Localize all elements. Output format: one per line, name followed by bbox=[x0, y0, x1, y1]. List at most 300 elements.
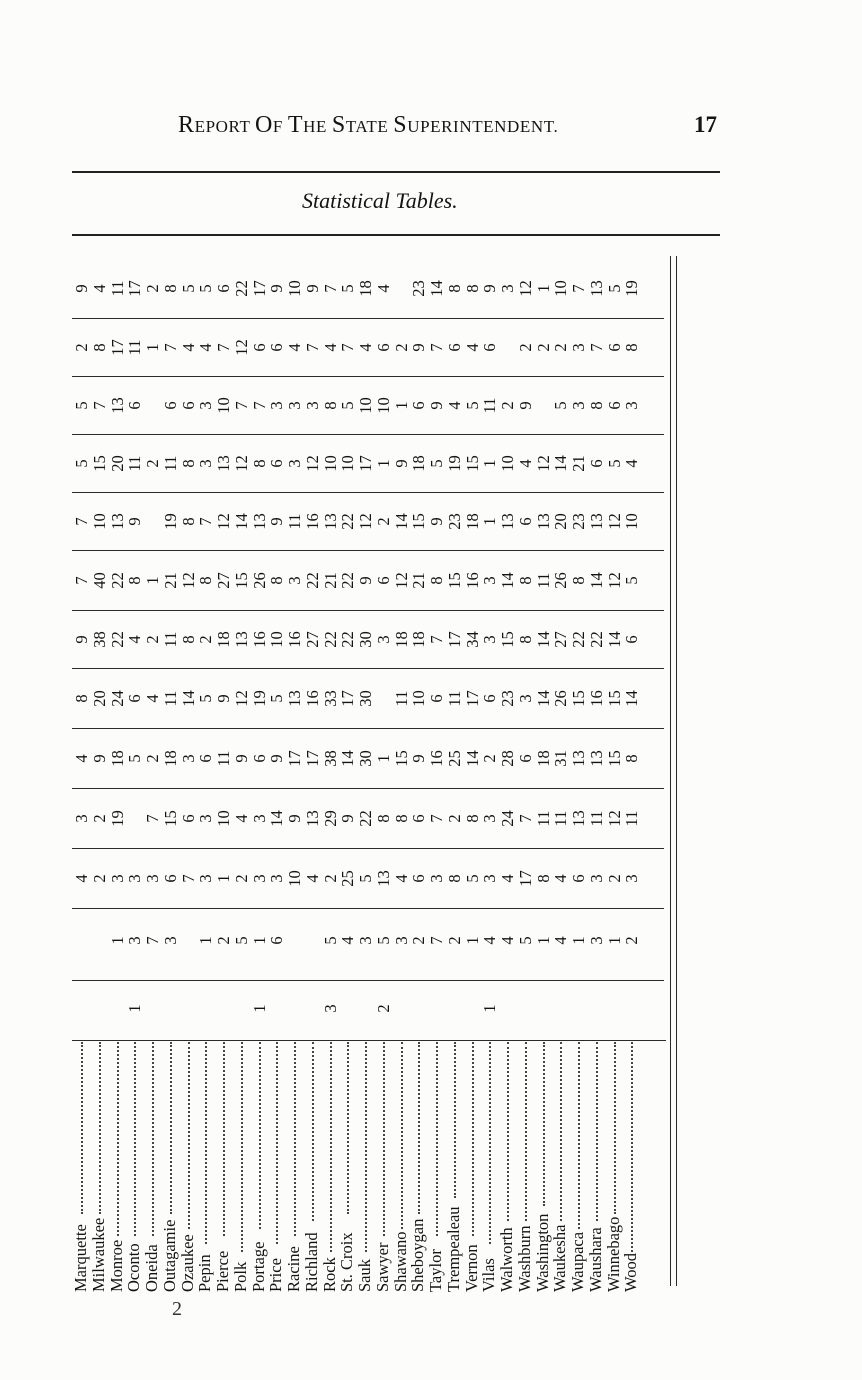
cell-value: 12 bbox=[231, 339, 251, 356]
section-subtitle: Statistical Tables. bbox=[302, 188, 458, 213]
table-row bbox=[443, 252, 464, 1292]
cell-value: 5 bbox=[338, 284, 358, 293]
cell-value: 2 bbox=[143, 635, 162, 644]
county-name: Pierce bbox=[213, 1250, 232, 1292]
cell-value: 10 bbox=[338, 455, 358, 472]
cell-value: 4 bbox=[178, 343, 198, 352]
table-row bbox=[514, 252, 535, 1292]
cell-value: 11 bbox=[586, 810, 606, 827]
cell-value: 1 bbox=[373, 754, 393, 763]
cell-value: 6 bbox=[178, 401, 198, 410]
cell-value: 15 bbox=[231, 572, 251, 589]
cell-value: 7 bbox=[178, 874, 198, 883]
cell-value: 13 bbox=[231, 631, 251, 648]
cell-value: 4 bbox=[320, 343, 340, 352]
cell-value: 15 bbox=[409, 513, 429, 530]
cell-value: 12 bbox=[604, 810, 624, 827]
cell-value: 6 bbox=[409, 814, 429, 823]
cell-value: 3 bbox=[569, 401, 588, 410]
cell-value: 6 bbox=[586, 459, 606, 468]
leader-dots bbox=[525, 1042, 527, 1221]
cell-c2: 4 bbox=[338, 936, 358, 945]
cell-value: 2 bbox=[604, 874, 624, 883]
cell-value: 6 bbox=[160, 401, 180, 410]
table-row bbox=[319, 252, 340, 1292]
leader-dots bbox=[436, 1042, 438, 1236]
cell-value: 13 bbox=[285, 690, 304, 707]
cell-value: 4 bbox=[462, 343, 482, 352]
cell-value: 9 bbox=[72, 635, 91, 644]
cell-value: 2 bbox=[72, 343, 91, 352]
cell-value: 19 bbox=[160, 513, 180, 530]
leader-dots bbox=[614, 1042, 616, 1214]
cell-value: 1 bbox=[143, 343, 162, 352]
leader-dots bbox=[472, 1042, 474, 1236]
cell-c1: 2 bbox=[373, 1004, 393, 1013]
cell-value: 14 bbox=[551, 455, 571, 472]
cell-value: 2 bbox=[551, 343, 571, 352]
leader-dots bbox=[543, 1042, 545, 1206]
cell-value: 6 bbox=[160, 874, 180, 883]
cell-value: 14 bbox=[427, 280, 446, 297]
table-row bbox=[603, 252, 624, 1292]
cell-value: 4 bbox=[89, 284, 109, 293]
county-name: Sawyer bbox=[372, 1242, 392, 1292]
cell-value: 17 bbox=[125, 280, 145, 297]
table-row bbox=[339, 252, 356, 1292]
cell-value: 20 bbox=[551, 513, 571, 530]
cell-value: 16 bbox=[462, 572, 482, 589]
cell-value: 2 bbox=[143, 754, 162, 763]
cell-c2: 7 bbox=[427, 936, 446, 945]
cell-c2: 2 bbox=[214, 936, 233, 945]
cell-value: 10 bbox=[214, 810, 233, 827]
cell-c2: 5 bbox=[373, 936, 393, 945]
cell-value: 14 bbox=[586, 572, 606, 589]
cell-value: 40 bbox=[89, 572, 109, 589]
cell-value: 2 bbox=[143, 284, 162, 293]
cell-value: 16 bbox=[285, 631, 304, 648]
cell-value: 5 bbox=[462, 401, 482, 410]
cell-value: 4 bbox=[125, 635, 145, 644]
cell-value: 17 bbox=[444, 631, 464, 648]
leader-dots bbox=[330, 1042, 332, 1252]
cell-value: 14 bbox=[391, 513, 411, 530]
cell-value: 2 bbox=[231, 874, 251, 883]
county-name: Oneida bbox=[142, 1244, 161, 1292]
cell-value: 5 bbox=[72, 459, 91, 468]
cell-value: 7 bbox=[515, 814, 535, 823]
table-row bbox=[301, 252, 322, 1292]
leader-dots bbox=[489, 1042, 491, 1244]
cell-value: 18 bbox=[391, 631, 411, 648]
cell-value: 22 bbox=[320, 631, 340, 648]
cell-value: 6 bbox=[249, 754, 269, 763]
cell-value: 10 bbox=[214, 397, 233, 414]
cell-c2: 2 bbox=[409, 936, 429, 945]
cell-value: 8 bbox=[178, 459, 198, 468]
cell-value: 10 bbox=[89, 513, 109, 530]
cell-value: 2 bbox=[89, 874, 109, 883]
cell-value: 18 bbox=[409, 631, 429, 648]
leader-dots bbox=[134, 1042, 136, 1236]
cell-value: 4 bbox=[143, 694, 162, 703]
leader-dots bbox=[383, 1042, 385, 1236]
cell-value: 13 bbox=[586, 280, 606, 297]
cell-value: 8 bbox=[373, 814, 393, 823]
cell-value: 10 bbox=[320, 455, 340, 472]
leader-dots bbox=[170, 1042, 172, 1214]
cell-c2: 4 bbox=[498, 936, 517, 945]
table-row bbox=[126, 252, 143, 1292]
county-name: Waushara bbox=[585, 1227, 605, 1292]
cell-value: 25 bbox=[338, 870, 358, 887]
cell-value: 12 bbox=[231, 455, 251, 472]
cell-value: 3 bbox=[569, 343, 588, 352]
cell-value: 13 bbox=[498, 513, 517, 530]
cell-value: 2 bbox=[444, 814, 464, 823]
cell-value: 15 bbox=[89, 455, 109, 472]
cell-value: 3 bbox=[125, 874, 145, 883]
leader-dots bbox=[454, 1042, 456, 1198]
county-name: Waupaca bbox=[568, 1231, 587, 1292]
leader-dots bbox=[631, 1042, 633, 1252]
cell-value: 4 bbox=[72, 754, 91, 763]
cell-value: 10 bbox=[409, 690, 429, 707]
cell-value: 14 bbox=[604, 631, 624, 648]
cell-value: 5 bbox=[125, 754, 145, 763]
cell-value: 11 bbox=[125, 455, 145, 472]
cell-c2: 3 bbox=[356, 936, 375, 945]
cell-value: 13 bbox=[320, 513, 340, 530]
cell-value: 30 bbox=[356, 750, 375, 767]
cell-value: 3 bbox=[249, 814, 269, 823]
cell-value: 2 bbox=[533, 343, 553, 352]
cell-value: 2 bbox=[143, 459, 162, 468]
cell-value: 2 bbox=[498, 401, 517, 410]
cell-value: 6 bbox=[214, 284, 233, 293]
cell-value: 3 bbox=[285, 401, 304, 410]
cell-value: 27 bbox=[551, 631, 571, 648]
cell-value: 22 bbox=[586, 631, 606, 648]
county-name: Polk bbox=[230, 1261, 250, 1292]
running-head: REPORT OF THE STATE SUPERINTENDENT. bbox=[178, 112, 559, 138]
cell-value: 9 bbox=[409, 343, 429, 352]
cell-value: 17 bbox=[302, 750, 322, 767]
cell-value: 25 bbox=[444, 750, 464, 767]
cell-value: 38 bbox=[89, 631, 109, 648]
leader-dots bbox=[507, 1042, 509, 1221]
cell-value: 21 bbox=[409, 572, 429, 589]
cell-value: 5 bbox=[267, 694, 287, 703]
table-row bbox=[481, 252, 498, 1292]
cell-value: 18 bbox=[160, 750, 180, 767]
cell-value: 10 bbox=[285, 870, 304, 887]
cell-c1: 1 bbox=[480, 1004, 500, 1013]
cell-value: 9 bbox=[338, 814, 358, 823]
cell-value: 13 bbox=[373, 870, 393, 887]
table-row bbox=[197, 252, 214, 1292]
cell-value: 6 bbox=[373, 576, 393, 585]
county-name: Taylor bbox=[426, 1249, 445, 1292]
cell-value: 11 bbox=[125, 339, 145, 356]
cell-value: 9 bbox=[72, 284, 91, 293]
cell-value: 17 bbox=[356, 455, 375, 472]
cell-value: 6 bbox=[604, 343, 624, 352]
cell-value: 4 bbox=[515, 459, 535, 468]
cell-value: 15 bbox=[604, 690, 624, 707]
cell-value: 31 bbox=[551, 750, 571, 767]
county-name: Vilas bbox=[479, 1258, 499, 1292]
county-name: Rock bbox=[319, 1257, 339, 1292]
leader-dots bbox=[81, 1042, 83, 1214]
cell-value: 12 bbox=[604, 572, 624, 589]
cell-value: 22 bbox=[107, 631, 127, 648]
county-name: Vernon bbox=[461, 1244, 481, 1292]
cell-value: 9 bbox=[125, 517, 145, 526]
cell-value: 4 bbox=[551, 874, 571, 883]
cell-value: 13 bbox=[302, 810, 322, 827]
cell-value: 7 bbox=[302, 343, 322, 352]
cell-value: 7 bbox=[586, 343, 606, 352]
cell-value: 3 bbox=[196, 874, 216, 883]
county-name: Racine bbox=[284, 1246, 303, 1292]
cell-value: 6 bbox=[409, 874, 429, 883]
cell-value: 9 bbox=[214, 694, 233, 703]
cell-value: 1 bbox=[214, 874, 233, 883]
cell-value: 7 bbox=[569, 284, 588, 293]
cell-value: 18 bbox=[533, 750, 553, 767]
table-row bbox=[248, 252, 269, 1292]
cell-value: 15 bbox=[462, 455, 482, 472]
leader-dots bbox=[117, 1042, 119, 1236]
cell-value: 5 bbox=[196, 694, 216, 703]
leader-dots bbox=[99, 1042, 101, 1214]
cell-value: 8 bbox=[160, 284, 180, 293]
leader-dots bbox=[365, 1042, 367, 1252]
cell-value: 13 bbox=[533, 513, 553, 530]
cell-value: 27 bbox=[214, 572, 233, 589]
cell-value: 8 bbox=[444, 284, 464, 293]
cell-value: 16 bbox=[302, 690, 322, 707]
cell-value: 4 bbox=[622, 459, 642, 468]
county-name: Richland bbox=[301, 1232, 321, 1292]
cell-value: 7 bbox=[338, 343, 358, 352]
cell-value: 4 bbox=[444, 401, 464, 410]
table-row bbox=[499, 252, 516, 1292]
cell-value: 15 bbox=[391, 750, 411, 767]
cell-value: 7 bbox=[427, 814, 446, 823]
cell-value: 14 bbox=[533, 631, 553, 648]
cell-value: 3 bbox=[480, 874, 500, 883]
cell-value: 8 bbox=[320, 401, 340, 410]
cell-value: 22 bbox=[231, 280, 251, 297]
cell-value: 4 bbox=[285, 343, 304, 352]
county-name: Outagamie bbox=[159, 1219, 179, 1292]
cell-value: 23 bbox=[569, 513, 588, 530]
cell-value: 9 bbox=[231, 754, 251, 763]
cell-value: 26 bbox=[249, 572, 269, 589]
cell-value: 11 bbox=[622, 810, 642, 827]
leader-dots bbox=[418, 1042, 420, 1214]
cell-value: 29 bbox=[320, 810, 340, 827]
leader-dots bbox=[276, 1042, 278, 1244]
cell-value: 5 bbox=[338, 401, 358, 410]
cell-value: 12 bbox=[178, 572, 198, 589]
cell-value: 10 bbox=[622, 513, 642, 530]
cell-value: 16 bbox=[586, 690, 606, 707]
cell-c2: 6 bbox=[267, 936, 287, 945]
cell-value: 20 bbox=[89, 690, 109, 707]
cell-value: 11 bbox=[160, 631, 180, 648]
cell-value: 4 bbox=[373, 284, 393, 293]
cell-value: 6 bbox=[480, 343, 500, 352]
cell-value: 6 bbox=[267, 343, 287, 352]
leader-dots bbox=[259, 1042, 261, 1229]
cell-value: 27 bbox=[302, 631, 322, 648]
cell-value: 9 bbox=[409, 754, 429, 763]
county-name: Sauk bbox=[355, 1259, 374, 1292]
cell-value: 12 bbox=[533, 455, 553, 472]
cell-value: 1 bbox=[480, 517, 500, 526]
cell-value: 6 bbox=[515, 517, 535, 526]
table-row bbox=[357, 252, 374, 1292]
county-name: Waukesha bbox=[550, 1224, 570, 1292]
cell-value: 8 bbox=[533, 874, 553, 883]
cell-value: 3 bbox=[498, 284, 517, 293]
cell-value: 12 bbox=[391, 572, 411, 589]
cell-value: 6 bbox=[178, 814, 198, 823]
cell-value: 5 bbox=[604, 284, 624, 293]
cell-value: 7 bbox=[427, 635, 446, 644]
cell-value: 7 bbox=[89, 401, 109, 410]
cell-value: 22 bbox=[569, 631, 588, 648]
cell-c2: 1 bbox=[107, 936, 127, 945]
cell-c2: 2 bbox=[622, 936, 642, 945]
cell-c2: 1 bbox=[462, 936, 482, 945]
cell-value: 8 bbox=[178, 517, 198, 526]
leader-dots bbox=[578, 1042, 580, 1229]
cell-value: 9 bbox=[391, 459, 411, 468]
cell-value: 14 bbox=[462, 750, 482, 767]
cell-value: 8 bbox=[249, 459, 269, 468]
county-name: Winnebago bbox=[603, 1216, 623, 1292]
table-row bbox=[552, 252, 569, 1292]
cell-value: 11 bbox=[214, 750, 233, 767]
cell-value: 7 bbox=[196, 517, 216, 526]
cell-value: 8 bbox=[125, 576, 145, 585]
cell-c2: 5 bbox=[231, 936, 251, 945]
cell-value: 3 bbox=[586, 874, 606, 883]
cell-value: 13 bbox=[249, 513, 269, 530]
cell-value: 4 bbox=[356, 343, 375, 352]
cell-c2: 3 bbox=[160, 936, 180, 945]
cell-value: 9 bbox=[302, 284, 322, 293]
cell-c2: 2 bbox=[444, 936, 464, 945]
cell-value: 6 bbox=[515, 754, 535, 763]
cell-value: 3 bbox=[196, 814, 216, 823]
leader-dots bbox=[241, 1042, 243, 1252]
cell-value: 6 bbox=[427, 694, 446, 703]
cell-value: 38 bbox=[320, 750, 340, 767]
cell-value: 28 bbox=[498, 750, 517, 767]
cell-value: 4 bbox=[302, 874, 322, 883]
county-name: Walworth bbox=[497, 1227, 516, 1292]
cell-value: 7 bbox=[143, 814, 162, 823]
cell-c1: 1 bbox=[249, 1004, 269, 1013]
cell-value: 3 bbox=[302, 401, 322, 410]
cell-value: 8 bbox=[267, 576, 287, 585]
table-row bbox=[159, 252, 180, 1292]
county-name: Ozaukee bbox=[177, 1234, 197, 1292]
cell-value: 13 bbox=[569, 750, 588, 767]
table-row bbox=[215, 252, 232, 1292]
cell-value: 11 bbox=[391, 690, 411, 707]
cell-value: 17 bbox=[515, 870, 535, 887]
cell-value: 9 bbox=[89, 754, 109, 763]
cell-value: 1 bbox=[533, 284, 553, 293]
cell-value: 23 bbox=[444, 513, 464, 530]
cell-value: 7 bbox=[427, 343, 446, 352]
cell-value: 8 bbox=[462, 284, 482, 293]
cell-value: 2 bbox=[373, 517, 393, 526]
cell-value: 6 bbox=[409, 401, 429, 410]
cell-value: 2 bbox=[480, 754, 500, 763]
cell-value: 12 bbox=[515, 280, 535, 297]
cell-value: 8 bbox=[515, 576, 535, 585]
cell-value: 5 bbox=[356, 874, 375, 883]
cell-value: 14 bbox=[178, 690, 198, 707]
cell-value: 3 bbox=[480, 635, 500, 644]
cell-value: 26 bbox=[551, 572, 571, 589]
right-border-outer bbox=[676, 256, 677, 1286]
cell-value: 1 bbox=[373, 459, 393, 468]
leader-dots bbox=[347, 1042, 349, 1214]
table-row bbox=[286, 252, 303, 1292]
table-row bbox=[428, 252, 445, 1292]
cell-value: 13 bbox=[586, 750, 606, 767]
cell-value: 15 bbox=[160, 810, 180, 827]
cell-value: 3 bbox=[515, 694, 535, 703]
cell-value: 5 bbox=[72, 401, 91, 410]
cell-value: 26 bbox=[551, 690, 571, 707]
cell-c2: 7 bbox=[143, 936, 162, 945]
table-row bbox=[268, 252, 285, 1292]
table-row bbox=[461, 252, 482, 1292]
cell-value: 1 bbox=[143, 576, 162, 585]
cell-value: 8 bbox=[178, 635, 198, 644]
cell-value: 12 bbox=[231, 690, 251, 707]
cell-value: 4 bbox=[196, 343, 216, 352]
leader-dots bbox=[223, 1042, 225, 1236]
cell-value: 8 bbox=[462, 814, 482, 823]
cell-c2: 1 bbox=[196, 936, 216, 945]
cell-value: 4 bbox=[72, 874, 91, 883]
cell-value: 30 bbox=[356, 690, 375, 707]
cell-value: 3 bbox=[267, 401, 287, 410]
cell-value: 11 bbox=[551, 810, 571, 827]
cell-value: 12 bbox=[302, 455, 322, 472]
cell-value: 6 bbox=[569, 874, 588, 883]
cell-value: 13 bbox=[214, 455, 233, 472]
cell-value: 17 bbox=[285, 750, 304, 767]
county-name: Trempealeau bbox=[443, 1206, 463, 1292]
cell-value: 22 bbox=[338, 572, 358, 589]
cell-value: 3 bbox=[622, 874, 642, 883]
cell-value: 30 bbox=[356, 631, 375, 648]
cell-value: 8 bbox=[72, 694, 91, 703]
cell-value: 8 bbox=[391, 814, 411, 823]
